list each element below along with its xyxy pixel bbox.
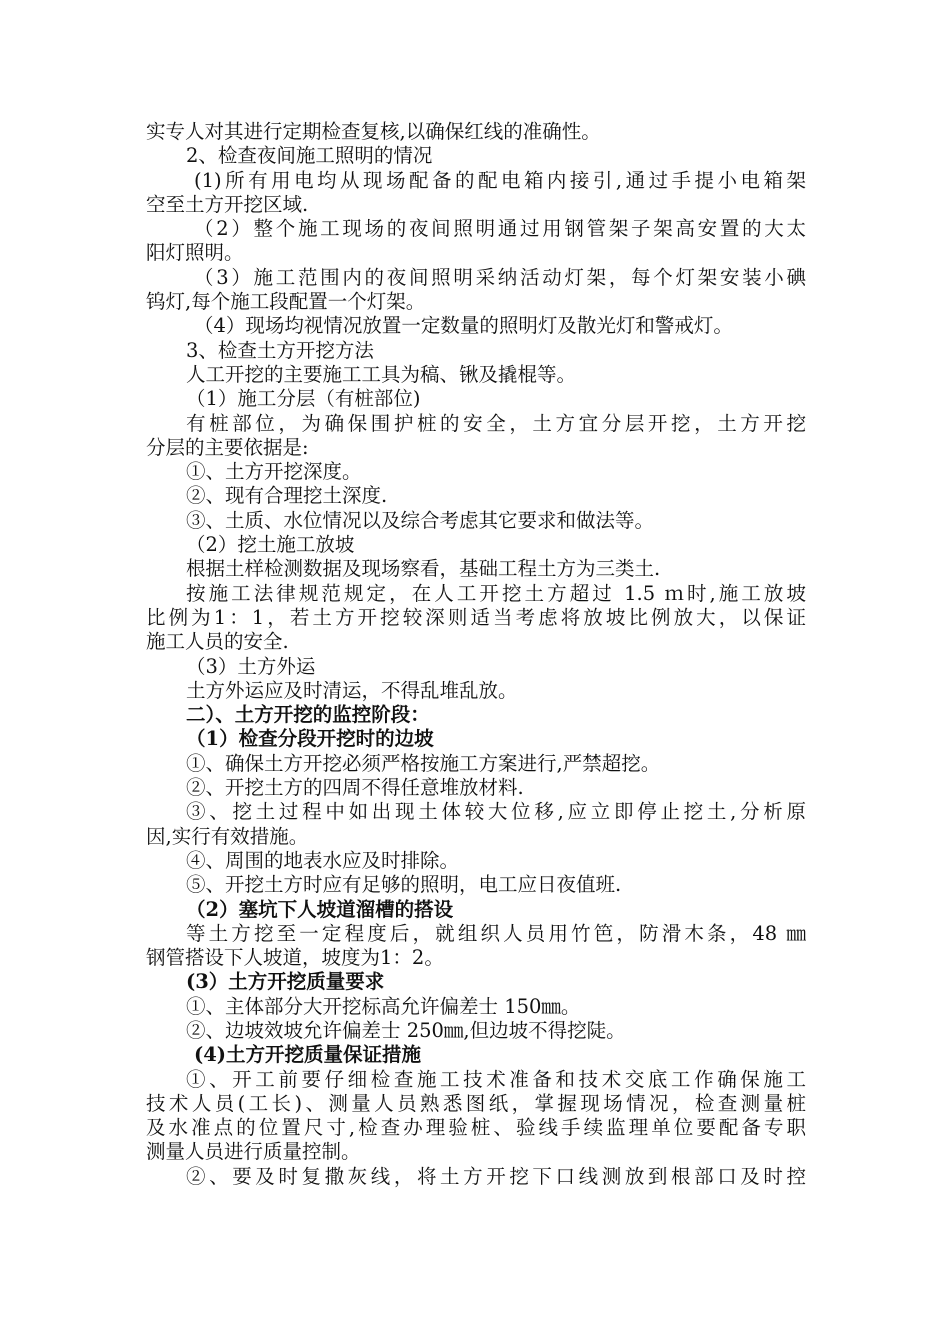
text-line: 施工人员的安全. — [146, 630, 289, 654]
text-line: （2）整个施工现场的夜间照明通过用钢管架子架高安置的大太 — [194, 217, 806, 241]
text-line: 空至土方开挖区域. — [146, 192, 309, 216]
text-line: ①、土方开挖深度。 — [186, 460, 362, 484]
document-body — [146, 120, 806, 1189]
text-line: 比例为1：1，若土方开挖较深则适当考虑将放坡比例放大，以保证 — [146, 605, 806, 629]
text-line: ⑤、开挖土方时应有足够的照明，电工应日夜值班. — [186, 873, 622, 897]
text-line: （4）现场均视情况放置一定数量的照明灯及散光灯和警戒灯。 — [194, 314, 733, 338]
text-line: 有桩部位，为确保围护桩的安全，土方宜分层开挖，土方开挖 — [186, 411, 806, 435]
text-line: 钢管搭设下人坡道，坡度为1：2。 — [146, 946, 444, 970]
text-line: 3、检查土方开挖方法 — [186, 338, 374, 362]
text-line: ①、主体部分大开挖标高允许偏差士 150㎜。 — [186, 994, 581, 1018]
text-line: ②、开挖土方的四周不得任意堆放材料. — [186, 776, 524, 800]
text-line: （1）施工分层（有桩部位) — [186, 387, 421, 411]
text-line: （3）施工范围内的夜间照明采纳活动灯架，每个灯架安装小碘 — [194, 265, 806, 289]
text-line: ③、挖土过程中如出现土体较大位移,应立即停止挖土,分析原 — [186, 800, 806, 824]
text-line: 阳灯照明。 — [146, 241, 244, 265]
text-line: 技术人员(工长)、测量人员熟悉图纸，掌握现场情况，检查测量桩 — [146, 1091, 806, 1115]
section-heading: (4)土方开挖质量保证措施 — [194, 1043, 422, 1067]
text-line: 2、检查夜间施工照明的情况 — [186, 144, 433, 168]
section-heading: （2）塞坑下人坡道溜槽的搭设 — [186, 897, 454, 921]
text-line: （2）挖土施工放坡 — [186, 533, 355, 557]
text-line: 等土方挖至一定程度后，就组织人员用竹笆，防滑木条，48 ㎜ — [186, 921, 806, 945]
text-line: ③、土质、水位情况以及综合考虑其它要求和做法等。 — [186, 508, 655, 532]
text-line: （3）土方外运 — [186, 654, 316, 678]
section-heading: （1）检查分段开挖时的边坡 — [186, 727, 434, 751]
section-heading: 二）、土方开挖的监控阶段： — [186, 703, 430, 727]
text-line: (1)所有用电均从现场配备的配电箱内接引,通过手提小电箱架 — [194, 168, 806, 192]
text-line: ④、周围的地表水应及时排除。 — [186, 848, 460, 872]
text-line: 钨灯,每个施工段配置一个灯架。 — [146, 290, 426, 314]
text-line: ②、边坡效坡允许偏差士 250㎜,但边坡不得挖陡。 — [186, 1018, 626, 1042]
text-line: ②、现有合理挖土深度. — [186, 484, 388, 508]
text-line: 根据土样检测数据及现场察看，基础工程土方为三类土. — [186, 557, 661, 581]
text-line: 按施工法律规范规定，在人工开挖土方超过 1.5 ｍ时,施工放坡 — [186, 581, 806, 605]
text-line: 实专人对其进行定期检查复核,以确保红线的准确性。 — [146, 120, 601, 143]
text-line: 分层的主要依据是: — [146, 435, 309, 459]
text-line: ②、要及时复撒灰线，将土方开挖下口线测放到根部口及时控 — [186, 1164, 806, 1188]
section-heading: (3）土方开挖质量要求 — [186, 970, 385, 994]
text-line: ①、开工前要仔细检查施工技术准备和技术交底工作确保施工 — [186, 1067, 806, 1091]
text-line: 土方外运应及时清运，不得乱堆乱放。 — [186, 678, 518, 702]
text-line: 因,实行有效措施。 — [146, 824, 309, 848]
text-line: 及水准点的位置尺寸,检查办理验桩、验线手续监理单位要配备专职 — [146, 1116, 806, 1140]
text-line: ①、确保土方开挖必须严格按施工方案进行,严禁超挖。 — [186, 751, 661, 775]
text-line: 测量人员进行质量控制。 — [146, 1140, 361, 1164]
text-line: 人工开挖的主要施工工具为稿、锹及撬棍等。 — [186, 362, 577, 386]
